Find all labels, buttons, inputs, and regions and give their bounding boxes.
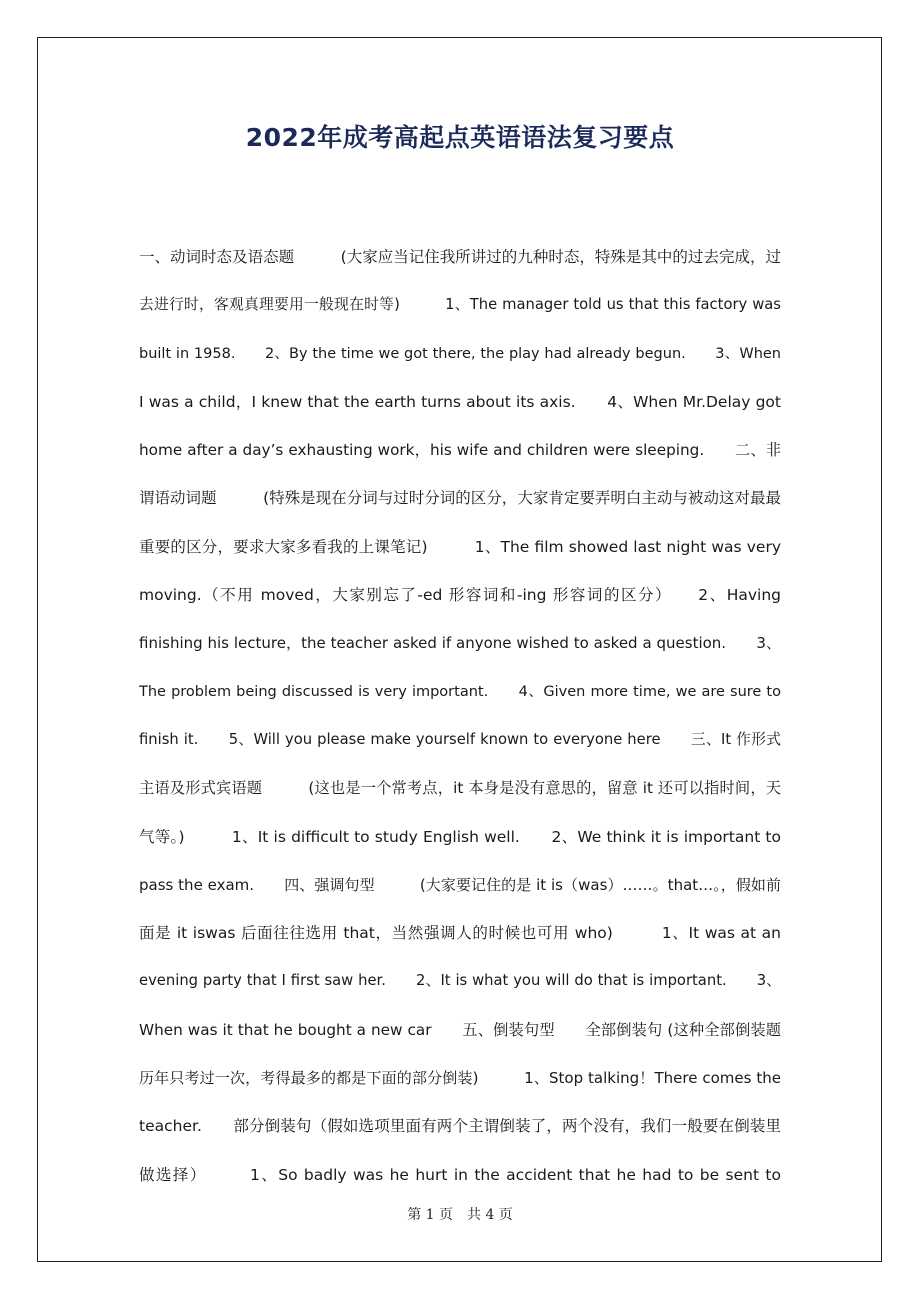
body-line: moving.（不用 moved，大家别忘了-ed 形容词和-ing 形容词的区分） 2、Having	[139, 586, 781, 605]
body-line: 气等。) 1、It is difficult to study English well. 2、We think it is important to	[139, 827, 781, 846]
body-line: 一、动词时态及语态题 (大家应当记住我所讲过的九种时态，特殊是其中的过去完成，过	[139, 248, 781, 266]
body-line: 做选择） 1、So badly was he hurt in the accident that he had to be sent to	[139, 1165, 781, 1184]
body-line: finishing his lecture，the teacher asked if anyone wished to asked a question. 3、	[139, 634, 781, 653]
page-number-footer: 第 1 页 共 4 页	[407, 1207, 513, 1223]
body-line: 面是 it iswas 后面往往选用 that，当然强调人的时候也可用 who) 1、It was at an	[139, 924, 781, 943]
body-line: finish it. 5、Will you please make yourself known to everyone here 三、It 作形式	[139, 730, 781, 748]
body-line: built in 1958. 2、By the time we got there, the play had already begun. 3、When	[139, 345, 781, 362]
body-line: 去进行时，客观真理要用一般现在时等) 1、The manager told us that this factory was	[139, 296, 781, 314]
body-line: I was a child，I knew that the earth turns about its axis. 4、When Mr.Delay got	[139, 392, 781, 411]
document-body	[139, 233, 781, 1199]
document-title: 2022年成考高起点英语语法复习要点	[245, 123, 675, 152]
body-line: 历年只考过一次，考得最多的都是下面的部分倒装) 1、Stop talking！There comes the	[139, 1069, 781, 1088]
body-line: pass the exam. 四、强调句型 (大家要记住的是 it is（was）……。that…。，假如前	[139, 875, 781, 894]
body-line: teacher. 部分倒装句（假如选项里面有两个主谓倒装了，两个没有，我们一般要在倒装里	[139, 1117, 781, 1136]
body-line: 主语及形式宾语题 (这也是一个常考点，it 本身是没有意思的，留意 it 还可以指时间，天	[139, 779, 781, 798]
body-line: The problem being discussed is very important. 4、Given more time, we are sure to	[139, 683, 781, 700]
body-line: When was it that he bought a new car 五、倒装句型 全部倒装句 (这种全部倒装题	[139, 1020, 781, 1039]
body-line: 谓语动词题 (特殊是现在分词与过时分词的区分，大家肯定要弄明白主动与被动这对最最	[139, 489, 781, 508]
body-line: evening party that I first saw her. 2、It is what you will do that is important. 3、	[139, 972, 781, 990]
body-line: 重要的区分，要求大家多看我的上课笔记) 1、The film showed last night was very	[139, 537, 781, 556]
body-line: home after a day’s exhausting work，his wife and children were sleeping. 二、非	[139, 441, 781, 460]
